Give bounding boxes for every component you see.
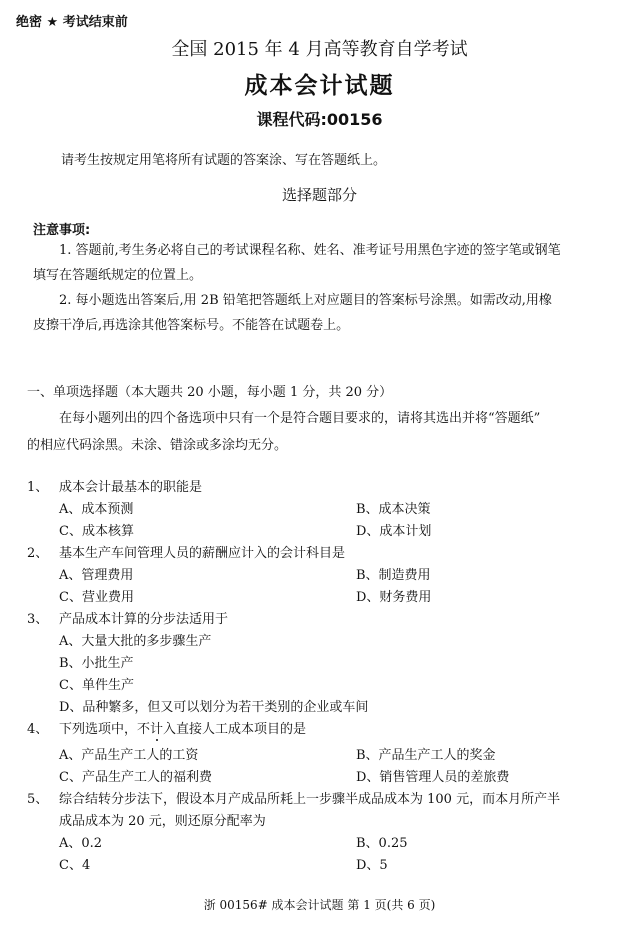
option-a: A、成本预测 bbox=[59, 502, 134, 517]
note-1-line-2: 填写在答题纸规定的位置上。 bbox=[33, 268, 203, 283]
option-c: C、单件生产 bbox=[59, 678, 134, 693]
question-number: 3、 bbox=[27, 612, 49, 627]
option-b: B、制造费用 bbox=[356, 568, 431, 583]
option-b: B、0.25 bbox=[356, 836, 408, 851]
part-heading: 一、单项选择题（本大题共 20 小题，每小题 1 分，共 20 分） bbox=[27, 385, 393, 400]
note-1-line-1: 1. 答题前,考生务必将自己的考试课程名称、姓名、准考证号用黑色字迹的签字笔或钢笔 bbox=[59, 243, 561, 258]
question-text bbox=[59, 718, 306, 737]
note-2-line-1: 2. 每小题选出答案后,用 2B 铅笔把答题纸上对应题目的答案标号涂黑。如需改动,用橡 bbox=[59, 293, 552, 308]
option-d: D、品种繁多，但又可以划分为若干类别的企业或车间 bbox=[59, 700, 369, 715]
option-d: D、销售管理人员的差旅费 bbox=[356, 770, 510, 785]
course-code: 课程代码:00156 bbox=[256, 110, 383, 129]
option-a: A、大量大批的多步骤生产 bbox=[59, 634, 212, 649]
page-footer: 浙 00156# 成本会计试题 第 1 页(共 6 页) bbox=[203, 898, 436, 912]
exam-title: 全国 2015 年 4 月高等教育自学考试 bbox=[171, 39, 468, 60]
question-text: 产品成本计算的分步法适用于 bbox=[59, 612, 229, 627]
question-number: 4、 bbox=[27, 722, 49, 737]
option-b: B、成本决策 bbox=[356, 502, 431, 517]
option-d: D、5 bbox=[356, 858, 388, 873]
option-d: D、成本计划 bbox=[356, 524, 432, 539]
option-c: C、营业费用 bbox=[59, 590, 134, 605]
option-c: C、成本核算 bbox=[59, 524, 134, 539]
option-b: B、产品生产工人的奖金 bbox=[356, 748, 496, 763]
part-description-line-2: 的相应代码涂黑。未涂、错涂或多涂均无分。 bbox=[27, 438, 288, 453]
option-c: C、产品生产工人的福利费 bbox=[59, 770, 212, 785]
option-a: A、0.2 bbox=[59, 836, 103, 851]
confidential-mark: 绝密 ★ 考试结束前 bbox=[16, 15, 128, 30]
subject-title: 成本会计试题 bbox=[244, 73, 395, 99]
option-c: C、4 bbox=[59, 858, 91, 873]
question-number: 5、 bbox=[27, 792, 49, 807]
question-number: 2、 bbox=[27, 546, 49, 561]
question-text-line-2: 成品成本为 20 元，则还原分配率为 bbox=[59, 814, 266, 829]
option-a: A、管理费用 bbox=[59, 568, 134, 583]
question-text-line-1: 综合结转分步法下，假设本月产成品所耗上一步骤半成品成本为 100 元，而本月所产半 bbox=[59, 792, 561, 807]
option-b: B、小批生产 bbox=[59, 656, 134, 671]
instruction: 请考生按规定用笔将所有试题的答案涂、写在答题纸上。 bbox=[61, 153, 387, 168]
emphasized-text: 不计入 bbox=[137, 722, 177, 737]
question-text-after: 直接人工成本项目的是 bbox=[176, 722, 307, 737]
option-d: D、财务费用 bbox=[356, 590, 432, 605]
notes-heading: 注意事项: bbox=[33, 223, 91, 238]
option-a: A、产品生产工人的工资 bbox=[59, 748, 199, 763]
section-title: 选择题部分 bbox=[281, 186, 357, 204]
question-text: 基本生产车间管理人员的薪酬应计入的会计科目是 bbox=[59, 546, 346, 561]
part-description-line-1: 在每小题列出的四个备选项中只有一个是符合题目要求的，请将其选出并将“答题纸” bbox=[59, 411, 541, 426]
question-text-before: 下列选项中， bbox=[59, 722, 138, 737]
question-text: 成本会计最基本的职能是 bbox=[59, 480, 203, 495]
note-2-line-2: 皮擦干净后,再选涂其他答案标号。不能答在试题卷上。 bbox=[33, 318, 350, 333]
question-number: 1、 bbox=[27, 480, 49, 495]
